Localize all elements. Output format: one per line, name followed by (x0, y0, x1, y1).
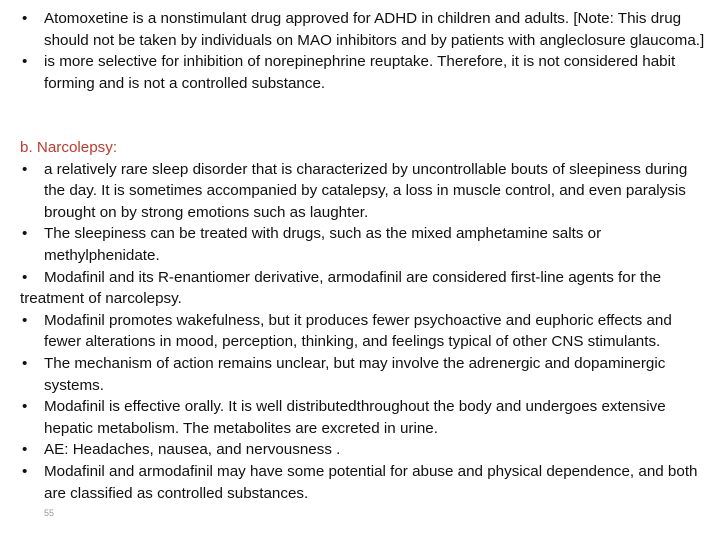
narcolepsy-section (20, 137, 710, 504)
section-heading: b. Narcolepsy: (20, 139, 118, 156)
list-item (20, 8, 710, 51)
bullet-icon: • (22, 53, 28, 71)
bullet-icon: • (22, 10, 28, 27)
list-item (20, 159, 710, 224)
list-item (20, 223, 710, 266)
list-item (20, 396, 710, 439)
intro-bullet-list (20, 8, 710, 94)
bullet-text: Modafinil is effective orally. It is well distributedthroughout the body and undergoes extensive hepatic metabolism. The metabolites are excreted in urine. (44, 398, 666, 437)
bullet-text: is more selective for inhibition of norepinephrine reuptake. Therefore, it is not considered habit forming and is not a controlled substance. (44, 53, 676, 92)
bullet-text: a relatively rare sleep disorder that is characterized by uncontrollable bouts of sleepiness during the day. It is sometimes accompanied by catalepsy, a loss in muscle control, and even paralysis brought on by strong emotions such as laughter. (44, 160, 688, 221)
list-item (20, 267, 710, 310)
bullet-icon: • (22, 441, 28, 459)
list-item (20, 353, 710, 396)
list-item (20, 439, 710, 461)
bullet-text: The mechanism of action remains unclear, but may involve the adrenergic and dopaminergic systems. (44, 354, 666, 394)
bullet-text: Modafinil promotes wakefulness, but it produces fewer psychoactive and euphoric effects and fewer alterations in mood, perception, thinking, and feelings typical of other CNS stimulants. (44, 311, 672, 351)
bullet-icon: • (22, 398, 28, 416)
bullet-icon: • (22, 354, 28, 372)
bullet-icon: • (22, 160, 28, 178)
bullet-icon: • (22, 311, 28, 329)
bullet-text: Modafinil and its R-enantiomer derivative, armodafinil are considered first-line agents for the treatment of narcolepsy. (20, 268, 662, 308)
list-item (20, 51, 710, 94)
bullet-text: The sleepiness can be treated with drugs, such as the mixed amphetamine salts or methylphenidate. (44, 225, 602, 264)
bullet-icon: • (22, 225, 28, 243)
bullet-text: Atomoxetine is a nonstimulant drug approved for ADHD in children and adults. [Note: This drug should not be taken by individuals on MAO inhibitors and by patients with angleclosure glaucoma.] (44, 10, 705, 49)
bullet-text: Modafinil and armodafinil may have some potential for abuse and physical dependence, and both are classified as controlled substances. (44, 462, 698, 502)
bullet-icon: • (22, 268, 28, 286)
list-item (20, 461, 710, 504)
bullet-text: AE: Headaches, nausea, and nervousness . (44, 441, 341, 459)
list-item (20, 310, 710, 353)
page-number: 55 (44, 508, 55, 518)
bullet-icon: • (22, 462, 28, 480)
